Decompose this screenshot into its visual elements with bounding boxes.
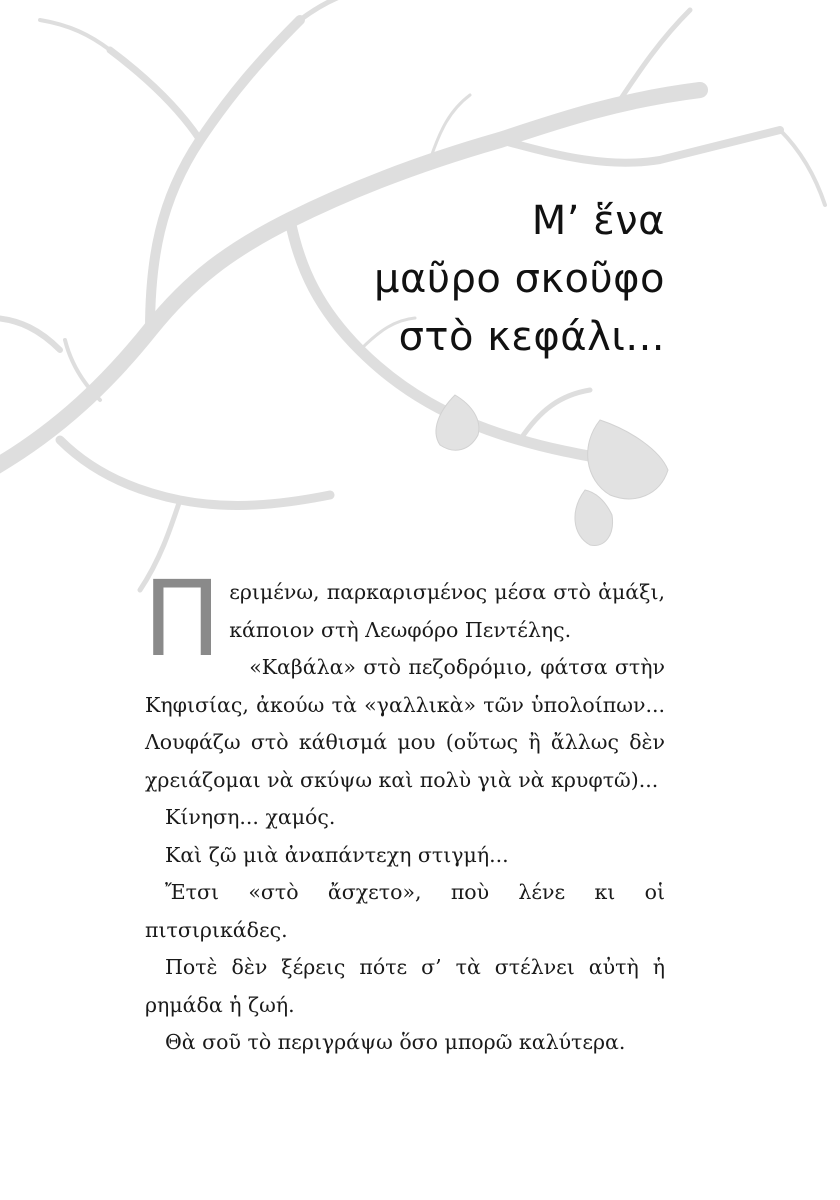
paragraph-2: «Καβάλα» στὸ πεζοδρόμιο, φάτσα στὴν Κηφισίας, ἀκούω τὰ «γαλλικὰ» τῶν ὑπολοίπων... Λουφάζω στὸ κάθισμά μου (οὕτως ἢ ἄλλως δὲν χρειάζομαι νὰ σκύψω καὶ πολὺ γιὰ νὰ κρυφτῶ)... bbox=[145, 655, 665, 792]
chapter-title-line-3: στὸ κεφάλι... bbox=[398, 314, 665, 360]
paragraph-1 bbox=[143, 558, 665, 680]
branch-mid-twig bbox=[520, 390, 590, 440]
branch-right bbox=[500, 130, 780, 163]
paragraph-6: Ποτὲ δὲν ξέρεις πότε σ’ τὰ στέλνει αὐτὴ ἡ ρημάδα ἡ ζωή. bbox=[145, 955, 665, 1017]
leaf-1 bbox=[436, 395, 479, 450]
leaf-3 bbox=[575, 490, 613, 545]
paragraph-4: Καὶ ζῶ μιὰ ἀναπάντεχη στιγμή... bbox=[165, 842, 509, 867]
branch-twig-1 bbox=[40, 20, 110, 50]
paragraph-3: Κίνηση... χαμός. bbox=[165, 805, 336, 829]
branch-twig-2 bbox=[300, 0, 360, 20]
branch-left-twig bbox=[0, 318, 60, 350]
chapter-title-line-2: μαῦρο σκοῦφο bbox=[374, 256, 665, 302]
branch-upper bbox=[150, 20, 300, 330]
chapter-title bbox=[374, 192, 665, 366]
branch-lower bbox=[60, 440, 330, 505]
drop-cap: Π bbox=[143, 558, 222, 680]
paragraph-5: Ἔτσι «στὸ ἄσχετο», ποὺ λένε κι οἱ πιτσιρικάδες. bbox=[145, 880, 665, 942]
branch-top-left bbox=[110, 50, 200, 140]
leaf-2 bbox=[588, 420, 668, 499]
body-text bbox=[143, 558, 665, 1062]
chapter-title-line-1: Μ’ ἕνα bbox=[531, 198, 665, 244]
paragraph-1-text: εριμένω, παρκαρισμένος μέσα στὸ ἁμάξι, κάποιον στὴ Λεωφόρο Πεντέλης. bbox=[229, 580, 665, 642]
paragraph-7: Θὰ σοῦ τὸ περιγράψω ὅσο μπορῶ καλύτερα. bbox=[165, 1030, 626, 1054]
branch-right-tip bbox=[780, 130, 825, 205]
